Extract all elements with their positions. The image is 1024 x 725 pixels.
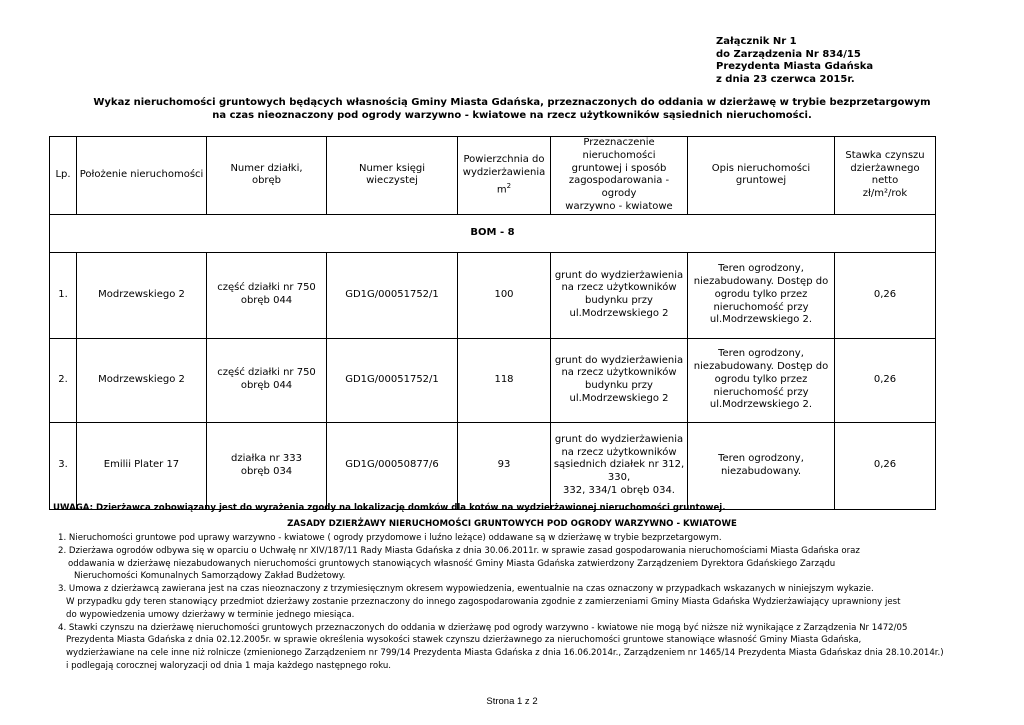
cell-location: Modrzewskiego 2 <box>77 338 207 422</box>
header-plot: Numer działki, obręb <box>207 137 327 215</box>
rules-title: ZASADY DZIERŻAWY NIERUCHOMOŚCI GRUNTOWYCH POD OGRODY WARZYWNO - KWIATOWE <box>287 519 737 529</box>
cell-location: Emilii Plater 17 <box>77 422 207 509</box>
cell-purpose: grunt do wydzierżawienia na rzecz użytkowników sąsiednich działek nr 312, 330, 332, 334/1 obręb 034. <box>551 422 688 509</box>
rule-line: 3. Umowa z dzierżawcą zawierana jest na czas nieoznaczony z trzymiesięcznym okresem wypowiedzenia, ewentualnie na czas oznaczony w przypadkach wskazanych w niniejszym wykazie. <box>58 584 874 595</box>
cell-plot: działka nr 333 obręb 034 <box>207 422 327 509</box>
rule-line: 1. Nieruchomości gruntowe pod uprawy warzywno - kwiatowe ( ogrody przydomowe i luźno leżące) oddawane są w dzierżawę w trybie bezprzetargowym. <box>58 533 722 543</box>
rule-line: Nieruchomości Komunalnych Samorządowy Zakład Budżetowy. <box>74 571 346 582</box>
cell-description: Teren ogrodzony, niezabudowany. Dostęp do ogrodu tylko przez nieruchomość przy ul.Modrzewskiego 2. <box>688 338 835 422</box>
cell-plot: część działki nr 750 obręb 044 <box>207 252 327 338</box>
header-area: Powierzchnia do wydzierżawienia $m^2$ <box>458 137 551 215</box>
cell-plot: część działki nr 750 obręb 044 <box>207 338 327 422</box>
header-purpose: Przeznaczenie nieruchomości gruntowej i sposób zagospodarowania - ogrody warzywno - kwiatowe <box>551 137 688 215</box>
cell-lp: 2. <box>50 338 77 422</box>
cell-lp: 1. <box>50 252 77 338</box>
cell-area: 100 <box>458 252 551 338</box>
rule-line: i podlegają corocznej waloryzacji od dnia 1 maja każdego następnego roku. <box>66 660 392 671</box>
section-row <box>50 214 936 252</box>
cell-land-book: GD1G/00051752/1 <box>327 252 458 338</box>
document-title <box>0 96 1024 122</box>
rule-line: W przypadku gdy teren stanowiący przedmiot dzierżawy zostanie przeznaczony do innego zagospodarowania zgodnie z zamierzeniami Gminy Miasta Gdańska Wydzierżawiający uprawniony jest <box>66 596 901 607</box>
annex-line: z dnia 23 czerwca 2015r. <box>716 73 855 85</box>
cell-area: 93 <box>458 422 551 509</box>
annex-line: Prezydenta Miasta Gdańska <box>716 61 874 72</box>
table-row <box>50 422 936 509</box>
title-line-1: Wykaz nieruchomości gruntowych będących własnością Gminy Miasta Gdańska, przeznaczonych do oddania w dzierżawę w trybie bezprzetargowym <box>93 97 931 108</box>
rule-line: oddawania w dzierżawę niezabudowanych nieruchomości gruntowych stanowiących własność Gminy Miasta Gdańska zatwierdzony Zarządzeniem Dyrektora Gdańskiego Zarządu <box>68 558 836 569</box>
rule-line: Prezydenta Miasta Gdańska z dnia 02.12.2005r. w sprawie określenia wysokości stawek czynszu dzierżawnego za nieruchomości gruntowe stanowiące własność Gminy Miasta Gdańska, <box>66 635 862 646</box>
property-table <box>49 136 936 510</box>
cell-land-book: GD1G/00050877/6 <box>327 422 458 509</box>
annex-line: do Zarządzenia Nr 834/15 <box>716 48 861 60</box>
cell-land-book: GD1G/00051752/1 <box>327 338 458 422</box>
annex-header <box>716 36 873 86</box>
cell-description: Teren ogrodzony, niezabudowany. Dostęp do ogrodu tylko przez nieruchomość przy ul.Modrzewskiego 2. <box>688 252 835 338</box>
page-number: Strona 1 z 2 <box>486 696 538 707</box>
cell-location: Modrzewskiego 2 <box>77 252 207 338</box>
table-row <box>50 338 936 422</box>
cell-rate: 0,26 <box>835 422 936 509</box>
cell-rate: 0,26 <box>835 252 936 338</box>
table-row <box>50 252 936 338</box>
rule-line: wydzierżawiane na cele inne niż rolnicze (zmienionego Zarządzeniem nr 799/14 Prezydenta Miasta Gdańska z dnia 16.06.2014r., Zarządzeniem nr 1465/14 Prezydenta Miasta Gdańskaz dnia 28.10.2014r.) <box>66 648 944 659</box>
header-location: Położenie nieruchomości <box>77 137 207 215</box>
rule-line: 2. Dzierżawa ogrodów odbywa się w oparciu o Uchwałę nr XIV/187/11 Rady Miasta Gdańska z dnia 30.06.2011r. w sprawie zasad gospodarowania nieruchomościami Miasta Gdańska oraz <box>58 545 860 556</box>
cell-rate: 0,26 <box>835 338 936 422</box>
cell-description: Teren ogrodzony, niezabudowany. <box>688 422 835 509</box>
warning-note: UWAGA: Dzierżawca zobowiązany jest do wyrażenia zgody na lokalizację domków dla kotów na wydzierżawionej nieruchomości gruntowej. <box>53 503 726 513</box>
rule-line: do wypowiedzenia umowy dzierżawy w terminie jednego miesiąca. <box>66 609 355 620</box>
cell-purpose: grunt do wydzierżawienia na rzecz użytkowników budynku przy ul.Modrzewskiego 2 <box>551 338 688 422</box>
header-description: Opis nieruchomości gruntowej <box>688 137 835 215</box>
section-label: BOM - 8 <box>50 214 936 252</box>
annex-line: Załącznik Nr 1 <box>716 36 797 47</box>
cell-area: 118 <box>458 338 551 422</box>
title-line-2: na czas nieoznaczony pod ogrody warzywno - kwiatowe na rzecz użytkowników sąsiednich nieruchomości. <box>212 110 812 121</box>
header-land-book: Numer księgi wieczystej <box>327 137 458 215</box>
header-lp: Lp. <box>50 137 77 215</box>
cell-lp: 3. <box>50 422 77 509</box>
rule-line: 4. Stawki czynszu na dzierżawę nieruchomości gruntowych przeznaczonych do oddania w dzierżawę pod ogrody warzywno - kwiatowe nie mogą być niższe niż wynikające z Zarządzenia Nr 1472/05 <box>58 622 908 633</box>
table-header-row <box>50 137 936 215</box>
cell-purpose: grunt do wydzierżawienia na rzecz użytkowników budynku przy ul.Modrzewskiego 2 <box>551 252 688 338</box>
rules-list <box>58 532 944 673</box>
header-rate: Stawka czynszu dzierżawnego netto zł/m²/rok <box>835 137 936 215</box>
